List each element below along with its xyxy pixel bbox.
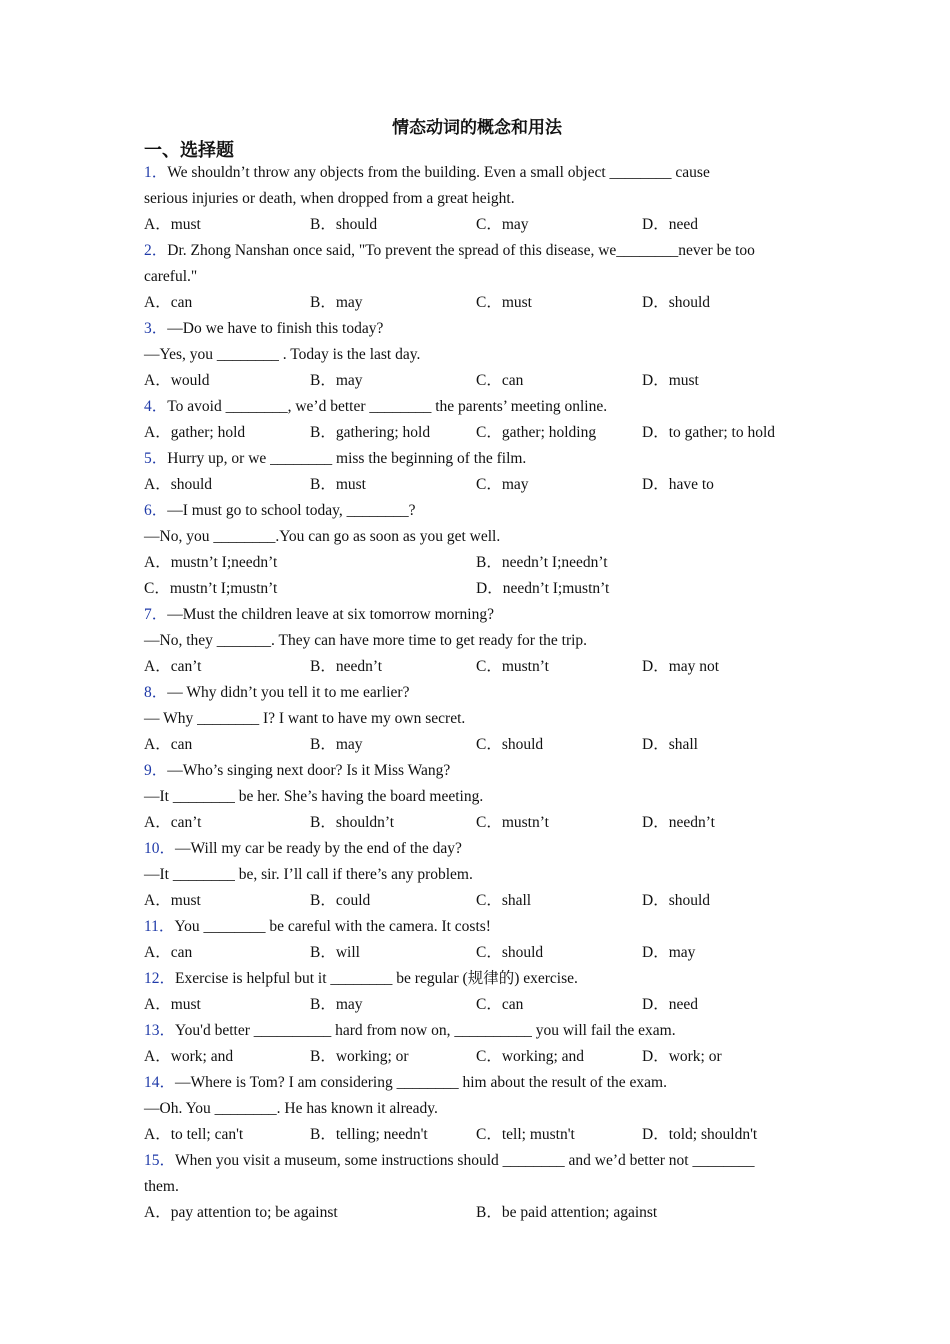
answer-option[interactable]: B．shouldn’t [310, 814, 395, 831]
question-12 [144, 966, 810, 1018]
answer-option[interactable]: A．gather; hold [144, 424, 246, 441]
question-number: 13． [144, 1022, 176, 1039]
question-line [144, 628, 810, 654]
option-row [144, 550, 810, 576]
section-heading: 一、选择题 [144, 140, 234, 160]
option-row [144, 732, 810, 758]
answer-option[interactable]: B．may [310, 736, 363, 753]
question-number: 10． [144, 840, 176, 857]
question-text: —Yes, you ________ . Today is the last day. [144, 346, 421, 363]
question-text: —No, they _______. They can have more time to get ready for the trip. [144, 632, 588, 649]
option-row [144, 888, 810, 914]
question-number: 9． [144, 762, 168, 779]
option-row [144, 1044, 810, 1070]
question-text: —It ________ be, sir. I’ll call if there’s any problem. [144, 866, 473, 883]
answer-option[interactable]: A．to tell; can't [144, 1126, 244, 1143]
answer-option[interactable]: D．may [642, 944, 696, 961]
answer-option[interactable]: D．need [642, 996, 698, 1013]
question-line [144, 446, 810, 472]
question-10 [144, 836, 810, 914]
answer-option[interactable]: B．telling; needn't [310, 1126, 428, 1143]
option-row [144, 576, 810, 602]
question-line [144, 264, 810, 290]
answer-option[interactable]: D．should [642, 892, 711, 909]
option-row [144, 368, 810, 394]
question-line [144, 1070, 810, 1096]
answer-option[interactable]: C．shall [476, 892, 532, 909]
answer-option[interactable]: A．pay attention to; be against [144, 1204, 338, 1221]
question-line [144, 1148, 810, 1174]
answer-option[interactable]: C．mustn’t [476, 658, 549, 675]
answer-option[interactable]: D．needn’t I;mustn’t [476, 580, 610, 597]
answer-option[interactable]: A．should [144, 476, 213, 493]
question-text: You'd better __________ hard from now on, __________ you will fail the exam. [175, 1022, 676, 1039]
question-9 [144, 758, 810, 836]
answer-option[interactable]: C．mustn’t [476, 814, 549, 831]
question-text: them. [144, 1178, 179, 1195]
question-text: —Do we have to finish this today? [167, 320, 384, 337]
answer-option[interactable]: B．be paid attention; against [476, 1204, 658, 1221]
question-3 [144, 316, 810, 394]
answer-option[interactable]: D．told; shouldn't [642, 1126, 758, 1143]
answer-option[interactable]: C．may [476, 216, 529, 233]
answer-option[interactable]: B．could [310, 892, 371, 909]
answer-option[interactable]: A．work; and [144, 1048, 234, 1065]
question-line [144, 394, 810, 420]
question-text: When you visit a museum, some instructions should ________ and we’d better not ________ [175, 1152, 755, 1169]
answer-option[interactable]: B．should [310, 216, 378, 233]
question-4 [144, 394, 810, 446]
answer-option[interactable]: C．may [476, 476, 529, 493]
question-line [144, 966, 810, 992]
question-line [144, 1096, 810, 1122]
answer-option[interactable]: C．should [476, 736, 544, 753]
answer-option[interactable]: C．can [476, 996, 524, 1013]
answer-option[interactable]: B．may [310, 294, 363, 311]
answer-option[interactable]: B．needn’t [310, 658, 383, 675]
question-line [144, 524, 810, 550]
answer-option[interactable]: D．needn’t [642, 814, 715, 831]
question-text: To avoid ________, we’d better ________ the parents’ meeting online. [167, 398, 608, 415]
question-line [144, 602, 810, 628]
question-text: —Who’s singing next door? Is it Miss Wang? [167, 762, 451, 779]
question-2 [144, 238, 810, 316]
question-15 [144, 1148, 810, 1226]
option-row [144, 992, 810, 1018]
question-line [144, 1018, 810, 1044]
answer-option[interactable]: C．gather; holding [476, 424, 597, 441]
document-page [144, 116, 810, 1226]
question-number: 8． [144, 684, 168, 701]
question-number: 11． [144, 918, 175, 935]
question-number: 4． [144, 398, 168, 415]
question-14 [144, 1070, 810, 1148]
option-row [144, 1122, 810, 1148]
question-text: careful." [144, 268, 198, 285]
answer-option[interactable]: A．must [144, 892, 201, 909]
question-text: —I must go to school today, ________? [167, 502, 416, 519]
question-list [144, 160, 810, 1226]
question-number: 6． [144, 502, 168, 519]
question-11 [144, 914, 810, 966]
question-text: — Why ________ I? I want to have my own secret. [144, 710, 466, 727]
question-number: 2． [144, 242, 168, 259]
question-line [144, 862, 810, 888]
question-6 [144, 498, 810, 602]
answer-option[interactable]: D．need [642, 216, 698, 233]
question-8 [144, 680, 810, 758]
answer-option[interactable]: C．working; and [476, 1048, 585, 1065]
option-row [144, 1200, 810, 1226]
question-line [144, 498, 810, 524]
answer-option[interactable]: D．shall [642, 736, 698, 753]
question-text: serious injuries or death, when dropped from a great height. [144, 190, 515, 207]
answer-option[interactable]: A．can [144, 736, 193, 753]
answer-option[interactable]: D．have to [642, 476, 714, 493]
question-line [144, 914, 810, 940]
question-number: 3． [144, 320, 168, 337]
answer-option[interactable]: A．can [144, 294, 193, 311]
answer-option[interactable]: D．must [642, 372, 699, 389]
question-text: You ________ be careful with the camera. It costs! [174, 918, 491, 935]
question-text: —Oh. You ________. He has known it already. [144, 1100, 438, 1117]
answer-option[interactable]: C．mustn’t I;mustn’t [144, 580, 278, 597]
answer-option[interactable]: B．gathering; hold [310, 424, 431, 441]
question-line [144, 758, 810, 784]
answer-option[interactable]: B．must [310, 476, 366, 493]
option-row [144, 654, 810, 680]
question-number: 1． [144, 164, 168, 181]
question-line [144, 186, 810, 212]
question-text: —It ________ be her. She’s having the board meeting. [144, 788, 484, 805]
answer-option[interactable]: D．to gather; to hold [642, 424, 776, 441]
question-text: Exercise is helpful but it ________ be regular (规律的) exercise. [175, 970, 578, 987]
question-line [144, 784, 810, 810]
option-row [144, 472, 810, 498]
question-number: 7． [144, 606, 168, 623]
question-line [144, 316, 810, 342]
answer-option[interactable]: A．would [144, 372, 210, 389]
question-number: 14． [144, 1074, 176, 1091]
question-text: —Will my car be ready by the end of the day? [175, 840, 462, 857]
option-row [144, 940, 810, 966]
question-text: —Must the children leave at six tomorrow morning? [167, 606, 494, 623]
question-7 [144, 602, 810, 680]
question-line [144, 706, 810, 732]
answer-option[interactable]: A．mustn’t I;needn’t [144, 554, 278, 571]
question-number: 15． [144, 1152, 176, 1169]
answer-option[interactable]: B．may [310, 372, 363, 389]
answer-option[interactable]: B．may [310, 996, 363, 1013]
option-row [144, 212, 810, 238]
answer-option[interactable]: A．must [144, 216, 201, 233]
answer-option[interactable]: B．needn’t I;needn’t [476, 554, 608, 571]
answer-option[interactable]: D．work; or [642, 1048, 722, 1065]
question-number: 12． [144, 970, 176, 987]
answer-option[interactable]: B．working; or [310, 1048, 409, 1065]
question-text: Hurry up, or we ________ miss the beginning of the film. [167, 450, 527, 467]
page-title: 情态动词的概念和用法 [392, 118, 562, 137]
answer-option[interactable]: B．will [310, 944, 360, 961]
question-line [144, 836, 810, 862]
answer-option[interactable]: A．can’t [144, 814, 202, 831]
question-line [144, 342, 810, 368]
answer-option[interactable]: C．tell; mustn't [476, 1126, 575, 1143]
answer-option[interactable]: C．must [476, 294, 532, 311]
answer-option[interactable]: C．should [476, 944, 544, 961]
option-row [144, 420, 810, 446]
question-text: We shouldn’t throw any objects from the building. Even a small object ________ cause [167, 164, 710, 181]
question-line [144, 238, 810, 264]
question-line [144, 1174, 810, 1200]
question-text: —Where is Tom? I am considering ________ him about the result of the exam. [175, 1074, 667, 1091]
answer-option[interactable]: D．may not [642, 658, 720, 675]
option-row [144, 290, 810, 316]
question-13 [144, 1018, 810, 1070]
question-text: — Why didn’t you tell it to me earlier? [167, 684, 410, 701]
question-text: Dr. Zhong Nanshan once said, "To prevent the spread of this disease, we________never be too [167, 242, 755, 259]
question-5 [144, 446, 810, 498]
question-1 [144, 160, 810, 238]
question-line [144, 680, 810, 706]
answer-option[interactable]: C．can [476, 372, 524, 389]
question-text: —No, you ________.You can go as soon as you get well. [144, 528, 501, 545]
question-line [144, 160, 810, 186]
answer-option[interactable]: A．can [144, 944, 193, 961]
question-number: 5． [144, 450, 168, 467]
answer-option[interactable]: A．can’t [144, 658, 202, 675]
answer-option[interactable]: D．should [642, 294, 711, 311]
answer-option[interactable]: A．must [144, 996, 201, 1013]
option-row [144, 810, 810, 836]
